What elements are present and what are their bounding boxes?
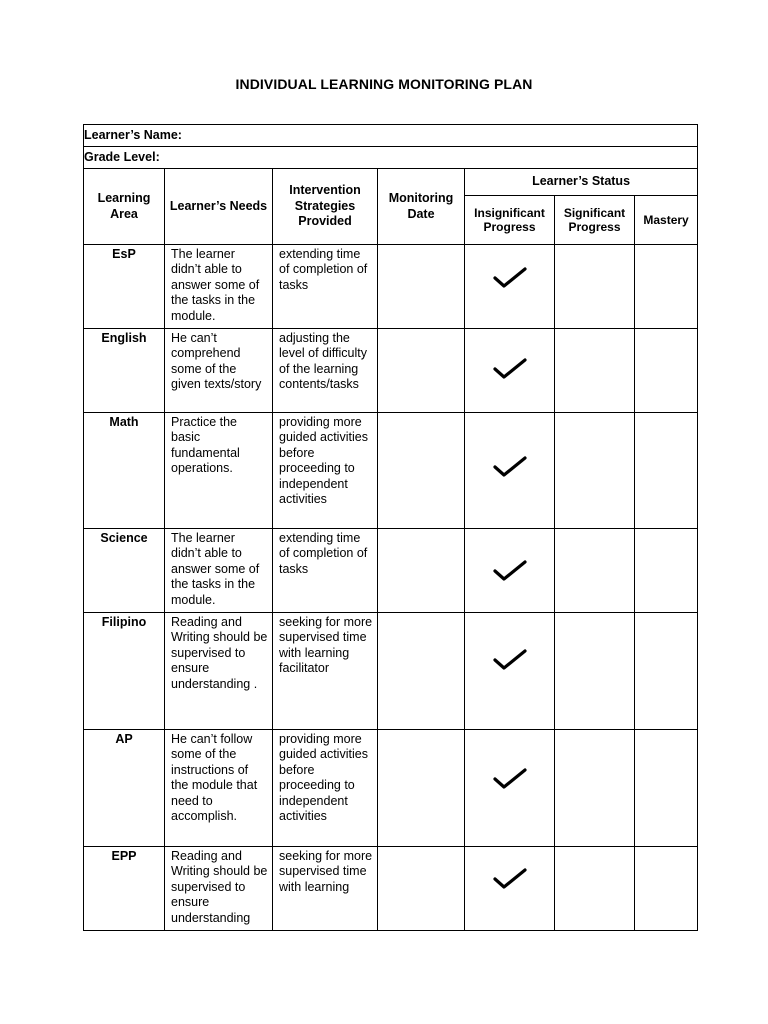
learning-area-cell: Filipino	[84, 613, 165, 730]
table-row	[84, 413, 698, 529]
significant-progress-cell[interactable]	[555, 613, 635, 730]
intervention-cell: extending time of completion of tasks	[273, 529, 378, 613]
mastery-cell[interactable]	[635, 730, 698, 847]
monitoring-date-cell[interactable]	[378, 413, 465, 529]
significant-progress-cell[interactable]	[555, 529, 635, 613]
insignificant-progress-cell[interactable]	[465, 413, 555, 529]
header-learners-status: Learner’s Status	[465, 169, 698, 196]
insignificant-progress-cell[interactable]	[465, 730, 555, 847]
learning-area-cell: Math	[84, 413, 165, 529]
table-row	[84, 847, 698, 931]
insignificant-progress-cell[interactable]	[465, 245, 555, 329]
mastery-cell[interactable]	[635, 847, 698, 931]
table-row	[84, 329, 698, 413]
intervention-cell: providing more guided activities before proceeding to independent activities	[273, 730, 378, 847]
mastery-cell[interactable]	[635, 613, 698, 730]
learning-area-cell: Science	[84, 529, 165, 613]
monitoring-plan-table	[83, 124, 698, 931]
learner-name-field[interactable]: Learner’s Name:	[84, 125, 698, 147]
insignificant-progress-cell[interactable]	[465, 613, 555, 730]
monitoring-date-cell[interactable]	[378, 847, 465, 931]
significant-progress-cell[interactable]	[555, 730, 635, 847]
header-mastery: Mastery	[635, 196, 698, 245]
learning-area-cell: English	[84, 329, 165, 413]
mastery-cell[interactable]	[635, 329, 698, 413]
significant-progress-cell[interactable]	[555, 329, 635, 413]
header-monitoring-date: Monitoring Date	[378, 169, 465, 245]
table-row	[84, 245, 698, 329]
learners-needs-cell: The learner didn’t able to answer some of the tasks in the module.	[165, 245, 273, 329]
table-row	[84, 529, 698, 613]
significant-progress-cell[interactable]	[555, 413, 635, 529]
document-title: INDIVIDUAL LEARNING MONITORING PLAN	[235, 76, 533, 92]
learners-needs-cell: Reading and Writing should be supervised to ensure understanding	[165, 847, 273, 931]
check-mark-icon	[465, 868, 554, 890]
table-row	[84, 613, 698, 730]
monitoring-date-cell[interactable]	[378, 613, 465, 730]
table-row	[84, 730, 698, 847]
intervention-cell: extending time of completion of tasks	[273, 245, 378, 329]
significant-progress-cell[interactable]	[555, 245, 635, 329]
check-mark-icon	[465, 649, 554, 671]
mastery-cell[interactable]	[635, 245, 698, 329]
check-mark-icon	[465, 358, 554, 380]
monitoring-date-cell[interactable]	[378, 245, 465, 329]
intervention-cell: seeking for more supervised time with learning	[273, 847, 378, 931]
header-learning-area: Learning Area	[84, 169, 165, 245]
check-mark-icon	[465, 267, 554, 289]
header-learners-needs: Learner’s Needs	[165, 169, 273, 245]
monitoring-date-cell[interactable]	[378, 529, 465, 613]
learners-needs-cell: He can’t comprehend some of the given texts/story	[165, 329, 273, 413]
learning-area-cell: EPP	[84, 847, 165, 931]
monitoring-date-cell[interactable]	[378, 730, 465, 847]
learners-needs-cell: Practice the basic fundamental operations.	[165, 413, 273, 529]
header-insignificant-progress: Insignificant Progress	[465, 196, 555, 245]
learning-area-cell: EsP	[84, 245, 165, 329]
insignificant-progress-cell[interactable]	[465, 529, 555, 613]
learners-needs-cell: Reading and Writing should be supervised to ensure understanding .	[165, 613, 273, 730]
mastery-cell[interactable]	[635, 413, 698, 529]
intervention-cell: adjusting the level of difficulty of the learning contents/tasks	[273, 329, 378, 413]
check-mark-icon	[465, 456, 554, 478]
learning-area-cell: AP	[84, 730, 165, 847]
grade-level-field[interactable]: Grade Level:	[84, 147, 698, 169]
monitoring-date-cell[interactable]	[378, 329, 465, 413]
header-intervention: Intervention Strategies Provided	[273, 169, 378, 245]
check-mark-icon	[465, 768, 554, 790]
mastery-cell[interactable]	[635, 529, 698, 613]
header-significant-progress: Significant Progress	[555, 196, 635, 245]
intervention-cell: seeking for more supervised time with learning facilitator	[273, 613, 378, 730]
insignificant-progress-cell[interactable]	[465, 847, 555, 931]
check-mark-icon	[465, 560, 554, 582]
learners-needs-cell: He can’t follow some of the instructions of the module that need to accomplish.	[165, 730, 273, 847]
learners-needs-cell: The learner didn’t able to answer some of the tasks in the module.	[165, 529, 273, 613]
insignificant-progress-cell[interactable]	[465, 329, 555, 413]
intervention-cell: providing more guided activities before proceeding to independent activities	[273, 413, 378, 529]
significant-progress-cell[interactable]	[555, 847, 635, 931]
